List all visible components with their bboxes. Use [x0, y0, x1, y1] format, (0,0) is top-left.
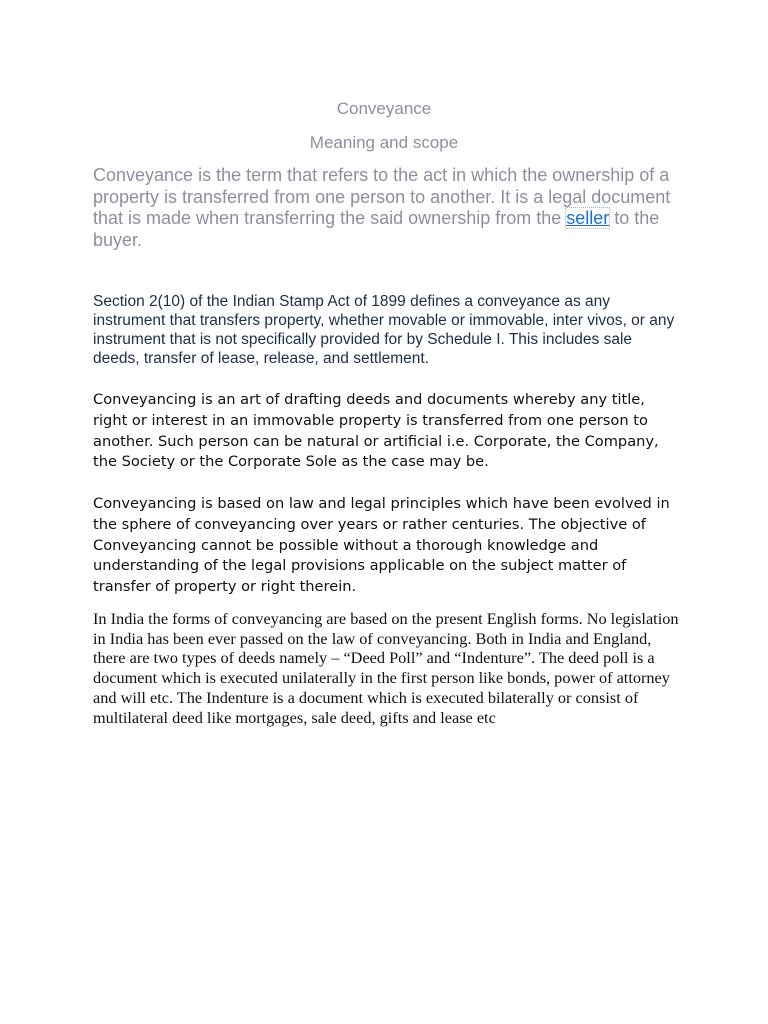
document-title: Conveyance	[336, 99, 432, 118]
intro-text-after-link: to the buyer.	[93, 208, 660, 250]
intro-text-before-link: Conveyance is the term that refers to the act in which the ownership of a property is transferred from one person to another. It is a legal document that is made when transferring the said ownership from the	[93, 165, 671, 228]
conveyancing-definition-paragraph: Conveyancing is an art of drafting deeds and documents whereby any title, right or interest in an immovable property is transferred from one person to another. Such person can be natural or artificial i.e. Corporate, the Company, the Society or the Corporate Sole as the case may be.	[93, 391, 659, 471]
stamp-act-paragraph: Section 2(10) of the Indian Stamp Act of 1899 defines a conveyance as any instrument that transfers property, whether movable or immovable, inter vivos, or any instrument that is not specifically provided for by Schedule I. This includes sale deeds, transfer of lease, release, and settlement.	[93, 293, 675, 367]
intro-paragraph	[93, 165, 683, 251]
conveyancing-principles-paragraph: Conveyancing is based on law and legal principles which have been evolved in the sphere of conveyancing over years or rather centuries. The objective of Conveyancing cannot be possible without a thorough knowledge and understanding of the legal provisions applicable on the subject matter of transfer of property or right therein.	[93, 495, 670, 596]
seller-link[interactable]: seller	[566, 208, 610, 228]
document-subtitle: Meaning and scope	[309, 133, 459, 152]
india-forms-paragraph: In India the forms of conveyancing are based on the present English forms. No legislation in India has been ever passed on the law of conveyancing. Both in India and England, there are two types of deeds namely – “Deed Poll” and “Indenture”. The deed poll is a document which is executed unilaterally in the first person like bonds, power of attorney and will etc. The Indenture is a document which is executed bilaterally or consist of multilateral deed like mortgages, sale deed, gifts and lease etc	[93, 609, 679, 727]
